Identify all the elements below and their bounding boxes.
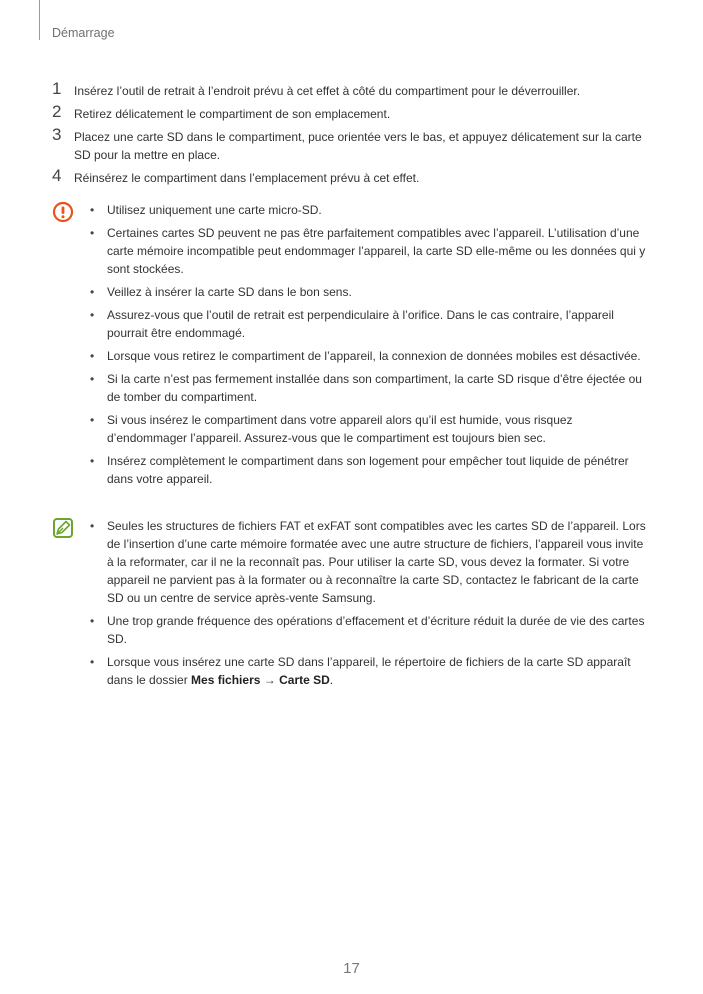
list-item bbox=[87, 411, 652, 447]
header-divider bbox=[39, 0, 40, 40]
note-block bbox=[52, 517, 652, 694]
bullet-icon: • bbox=[90, 285, 95, 299]
list-item bbox=[87, 370, 652, 406]
bullet-icon: • bbox=[90, 308, 95, 322]
list-item-text: Insérez complètement le compartiment dans son logement pour empêcher tout liquide de pénétrer dans votre appareil. bbox=[107, 454, 629, 486]
list-item-text: Une trop grande fréquence des opérations d’effacement et d’écriture réduit la durée de vie des cartes SD. bbox=[107, 614, 645, 646]
step-text: Retirez délicatement le compartiment de son emplacement. bbox=[74, 107, 391, 121]
step-number: 1 bbox=[52, 79, 62, 98]
steps-list bbox=[52, 79, 652, 192]
step-text: Insérez l’outil de retrait à l’endroit prévu à cet effet à côté du compartiment pour le déverrouiller. bbox=[74, 84, 581, 98]
list-item-text: Lorsque vous retirez le compartiment de l’appareil, la connexion de données mobiles est désactivée. bbox=[107, 349, 641, 363]
step-number: 4 bbox=[52, 166, 62, 185]
bullet-icon: • bbox=[90, 372, 95, 386]
step-item bbox=[52, 102, 652, 123]
step-item bbox=[52, 79, 652, 100]
list-item bbox=[87, 283, 652, 301]
step-number: 2 bbox=[52, 102, 62, 121]
list-item bbox=[87, 517, 652, 607]
list-item-text: Certaines cartes SD peuvent ne pas être parfaitement compatibles avec l’appareil. L’utilisation d’une carte mémoire incompatible peut endommager l’appareil, la carte SD elle-même ou les données qui y sont stockées. bbox=[107, 226, 646, 276]
bullet-icon: • bbox=[90, 519, 95, 533]
list-item bbox=[87, 347, 652, 365]
list-item-text: Seules les structures de fichiers FAT et exFAT sont compatibles avec les cartes SD de l’appareil. Lors de l’insertion d’une carte mémoire formatée avec une autre structure de fichiers, l’appareil vous invite à la reformater, car il ne la reconnaît pas. Pour utiliser la carte SD, vous devez la formater. Si votre appareil ne parvient pas à la formater ou à reconnaître la carte SD, contactez le fabricant de la carte SD ou un centre de service après-vente Samsung. bbox=[107, 519, 646, 605]
note-list bbox=[87, 517, 652, 689]
list-item bbox=[87, 452, 652, 488]
step-item bbox=[52, 166, 652, 187]
list-item-text: Si vous insérez le compartiment dans votre appareil alors qu’il est humide, vous risquez d’endommager l’appareil. Assurez-vous que le compartiment est toujours bien sec. bbox=[107, 413, 573, 445]
caution-icon bbox=[52, 201, 74, 223]
section-header: Démarrage bbox=[52, 26, 115, 40]
note-pencil-icon bbox=[52, 517, 74, 539]
bullet-icon: • bbox=[90, 655, 95, 669]
bullet-icon: • bbox=[90, 454, 95, 468]
list-item-text: Si la carte n’est pas fermement installée dans son compartiment, la carte SD risque d’être éjectée ou de tomber du compartiment. bbox=[107, 372, 642, 404]
list-item bbox=[87, 224, 652, 278]
caution-list bbox=[87, 201, 652, 488]
step-text: Placez une carte SD dans le compartiment, puce orientée vers le bas, et appuyez délicatement sur la carte SD pour la mettre en place. bbox=[74, 130, 642, 162]
page-number: 17 bbox=[343, 960, 360, 977]
list-item-text: Veillez à insérer la carte SD dans le bon sens. bbox=[107, 285, 352, 299]
bullet-icon: • bbox=[90, 349, 95, 363]
caution-block bbox=[52, 201, 652, 493]
bullet-icon: • bbox=[90, 226, 95, 240]
bullet-icon: • bbox=[90, 413, 95, 427]
bullet-icon: • bbox=[90, 203, 95, 217]
list-item bbox=[87, 612, 652, 648]
step-text: Réinsérez le compartiment dans l’emplacement prévu à cet effet. bbox=[74, 171, 420, 185]
arrow-icon: → bbox=[263, 673, 276, 687]
path-sd-card: Carte SD bbox=[279, 673, 330, 687]
step-number: 3 bbox=[52, 125, 62, 144]
list-item-text: Assurez-vous que l’outil de retrait est perpendiculaire à l’orifice. Dans le cas contraire, l’appareil pourrait être endommagé. bbox=[107, 308, 614, 340]
list-item bbox=[87, 306, 652, 342]
list-item bbox=[87, 201, 652, 219]
path-my-files: Mes fichiers bbox=[191, 673, 261, 687]
bullet-icon: • bbox=[90, 614, 95, 628]
list-item bbox=[87, 653, 652, 689]
punctuation: . bbox=[329, 673, 334, 687]
step-item bbox=[52, 125, 652, 164]
list-item-text: Lorsque vous insérez une carte SD dans l’appareil, le répertoire de fichiers de la carte SD apparaît dans le dossier bbox=[107, 655, 631, 687]
list-item-text: Utilisez uniquement une carte micro-SD. bbox=[107, 203, 322, 217]
